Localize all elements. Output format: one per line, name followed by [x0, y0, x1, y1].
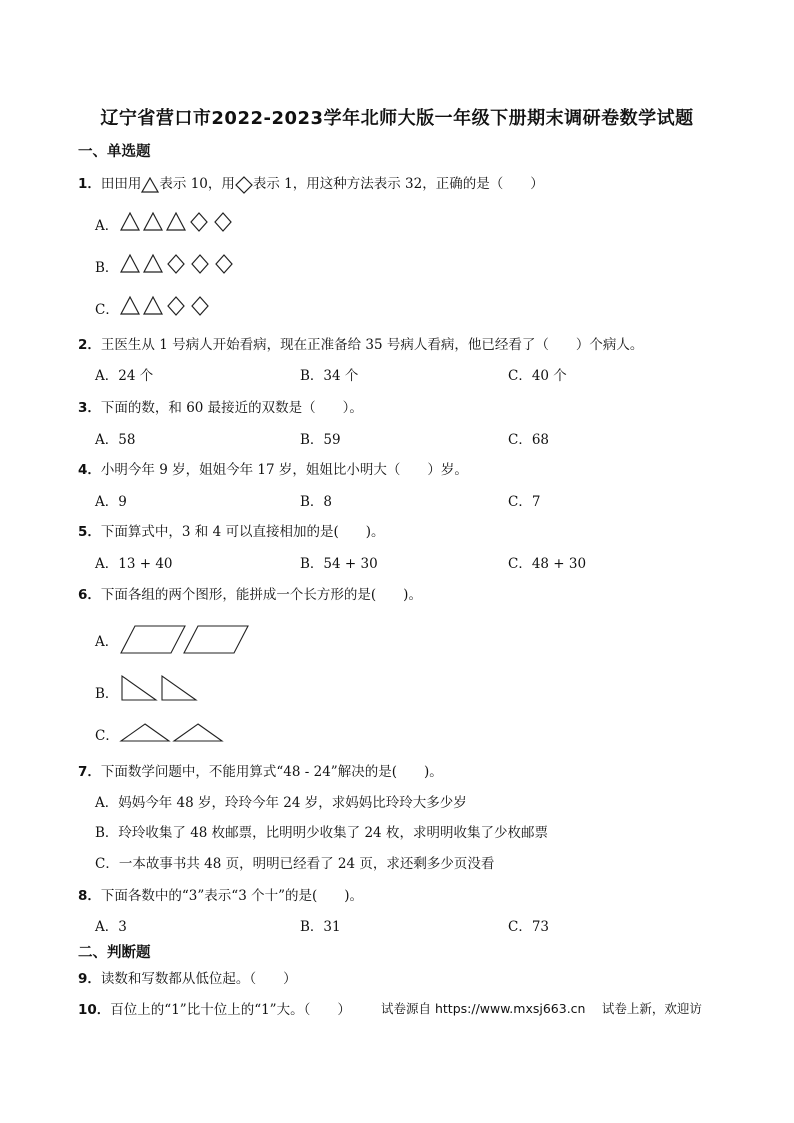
- option-a[interactable]: A．9: [95, 494, 127, 510]
- question-number: 9．: [78, 971, 101, 987]
- question-7: [78, 760, 443, 780]
- question-10: [78, 998, 351, 1018]
- option-a[interactable]: [95, 214, 118, 234]
- triangle-icon: [144, 255, 162, 272]
- diamond-icon: [215, 213, 231, 231]
- section-true-false: 二、判断题: [78, 945, 151, 961]
- question-number: 4．: [78, 462, 101, 478]
- triangle-icon: [121, 297, 139, 314]
- option-a[interactable]: A．13 + 40: [95, 556, 173, 572]
- question-text: 读数和写数都从低位起。（ ）: [100, 971, 297, 987]
- option-b[interactable]: B．31: [300, 919, 341, 935]
- diamond-icon: [168, 297, 184, 315]
- option-b[interactable]: B．34 个: [300, 368, 359, 384]
- question-text: 下面各数中的“3”表示“3 个十”的是( )。: [100, 888, 364, 904]
- triangle-icon: [121, 255, 139, 272]
- option-label: A．: [95, 218, 119, 234]
- question-text: 下面算式中，3 和 4 可以直接相加的是( )。: [100, 524, 385, 540]
- option-c[interactable]: C．7: [508, 494, 541, 510]
- triangle-icon: [174, 724, 222, 741]
- option-a[interactable]: A．58: [95, 432, 136, 448]
- parallelogram-icon: [121, 626, 185, 653]
- question-number: 5．: [78, 524, 101, 540]
- question-text: 下面数学问题中，不能用算式“48 - 24”解决的是( )。: [100, 764, 443, 780]
- option-label: B．: [95, 686, 119, 702]
- diamond-icon: [235, 176, 253, 194]
- question-text: 田田用: [100, 176, 142, 192]
- question-5: [78, 520, 385, 540]
- triangle-icon: [121, 724, 169, 741]
- question-9: [78, 967, 297, 987]
- section-single-choice: 一、单选题: [78, 144, 151, 160]
- triangle-icon: [121, 213, 139, 230]
- question-text: 表示 10，用: [159, 176, 235, 192]
- option-label: C．: [95, 302, 119, 318]
- question-8: [78, 884, 363, 904]
- option-a[interactable]: A．24 个: [95, 368, 154, 384]
- question-text: 小明今年 9 岁，姐姐今年 17 岁，姐姐比小明大（ ）岁。: [100, 462, 468, 478]
- question-1: [78, 172, 544, 194]
- question-number: 8．: [78, 888, 101, 904]
- question-text: 百位上的“1”比十位上的“1”大。（ ）: [110, 1002, 351, 1018]
- question-number: 3．: [78, 400, 101, 416]
- parallelogram-pair: [118, 624, 253, 656]
- diamond-icon: [216, 255, 232, 273]
- question-text: 王医生从 1 号病人开始看病，现在正准备给 35 号病人看病，他已经看了（ ）个病人。: [100, 337, 644, 353]
- question-text: 下面各组的两个图形，能拼成一个长方形的是( )。: [100, 587, 422, 603]
- option-b[interactable]: [95, 256, 118, 276]
- option-b[interactable]: B．玲玲收集了 48 枚邮票，比明明少收集了 24 枚，求明明收集了少枚邮票: [95, 825, 548, 841]
- option-c[interactable]: [95, 724, 119, 744]
- option-c[interactable]: C．一本故事书共 48 页，明明已经看了 24 页，求还剩多少页没看: [95, 856, 495, 872]
- right-triangle-pair: [118, 673, 203, 703]
- triangle-icon: [141, 177, 159, 193]
- option-label: C．: [95, 728, 119, 744]
- diamond-icon: [192, 255, 208, 273]
- question-number: 1．: [78, 176, 101, 192]
- question-text: 表示 1，用这种方法表示 32，正确的是（ ）: [252, 176, 544, 192]
- shape-group-a: [120, 211, 240, 233]
- question-text: 下面的数，和 60 最接近的双数是（ ）。: [100, 400, 363, 416]
- diamond-icon: [192, 297, 208, 315]
- right-triangle-icon: [122, 676, 156, 700]
- question-3: [78, 396, 363, 416]
- option-a[interactable]: A．3: [95, 919, 127, 935]
- isosceles-triangle-pair: [118, 721, 228, 745]
- option-c[interactable]: C．48 + 30: [508, 556, 587, 572]
- question-4: [78, 458, 468, 478]
- option-a[interactable]: A．妈妈今年 48 岁，玲玲今年 24 岁，求妈妈比玲玲大多少岁: [95, 795, 467, 811]
- question-2: [78, 333, 643, 353]
- diamond-icon: [191, 213, 207, 231]
- option-c[interactable]: [95, 298, 119, 318]
- question-6: [78, 583, 422, 603]
- question-number: 2．: [78, 337, 101, 353]
- option-c[interactable]: C．73: [508, 919, 550, 935]
- parallelogram-icon: [184, 626, 248, 653]
- option-label: B．: [95, 260, 119, 276]
- right-triangle-icon: [162, 676, 196, 700]
- shape-group-b: [120, 253, 240, 275]
- option-a[interactable]: [95, 630, 118, 650]
- question-number: 7．: [78, 764, 101, 780]
- source-watermark-text: 试卷源自 https://www.mxsj663.cn 试卷上新，欢迎访: [381, 1001, 702, 1016]
- diamond-icon: [168, 255, 184, 273]
- option-c[interactable]: C．40 个: [508, 368, 567, 384]
- option-b[interactable]: [95, 682, 118, 702]
- option-c[interactable]: C．68: [508, 432, 550, 448]
- triangle-icon: [167, 213, 185, 230]
- option-b[interactable]: B．54 + 30: [300, 556, 378, 572]
- question-number: 10．: [78, 1002, 111, 1018]
- triangle-icon: [144, 297, 162, 314]
- triangle-icon: [144, 213, 162, 230]
- option-b[interactable]: B．8: [300, 494, 333, 510]
- page-title: 辽宁省营口市2022-2023学年北师大版一年级下册期末调研卷数学试题: [100, 108, 694, 129]
- shape-group-c: [120, 295, 220, 317]
- option-b[interactable]: B．59: [300, 432, 341, 448]
- question-number: 6．: [78, 587, 101, 603]
- option-label: A．: [95, 634, 119, 650]
